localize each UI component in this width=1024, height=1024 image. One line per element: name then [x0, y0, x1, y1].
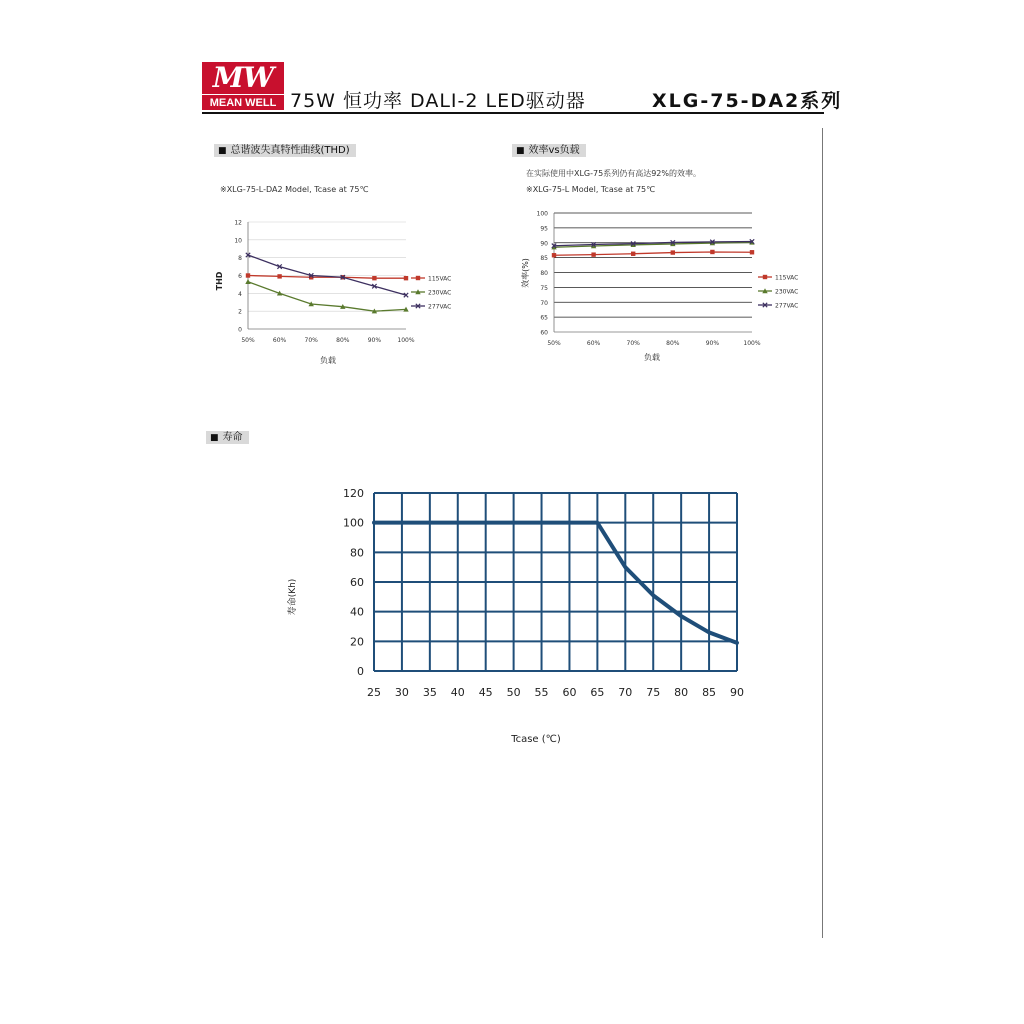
eff-y-tick-label: 60	[540, 329, 548, 337]
life-x-tick-label: 30	[394, 686, 409, 699]
eff-x-tick-label: 90%	[705, 340, 720, 347]
thd-y-tick-label: 4	[238, 290, 242, 298]
eff-legend-label: 115VAC	[775, 274, 799, 282]
eff-y-tick-label: 85	[540, 255, 548, 263]
thd-y-tick-label: 12	[234, 219, 242, 227]
eff-data-point	[591, 252, 595, 256]
life-x-tick-label: 65	[590, 686, 605, 699]
eff-legend-label: 230VAC	[775, 288, 799, 296]
eff-data-point	[552, 253, 556, 257]
eff-x-tick-label: 60%	[586, 340, 601, 347]
thd-note: ※XLG-75-L-DA2 Model, Tcase at 75℃	[220, 185, 369, 194]
thd-x-tick-label: 100%	[397, 337, 415, 344]
life-x-tick-label: 35	[422, 686, 437, 699]
thd-y-tick-label: 8	[238, 255, 242, 263]
square-bullet-icon: ■	[210, 433, 219, 443]
life-x-tick-label: 60	[562, 686, 577, 699]
efficiency-note-2: ※XLG-75-L Model, Tcase at 75℃	[526, 185, 656, 194]
eff-legend-label: 277VAC	[775, 302, 799, 310]
section-lifetime-label: 寿命	[222, 432, 243, 443]
eff-series-line	[554, 252, 752, 255]
life-y-tick-label: 120	[343, 487, 364, 500]
eff-data-point	[631, 252, 635, 256]
thd-legend-label: 230VAC	[428, 289, 452, 297]
life-x-tick-label: 75	[646, 686, 661, 699]
eff-data-point	[710, 250, 714, 254]
thd-y-tick-label: 6	[238, 273, 242, 280]
eff-x-tick-label: 70%	[626, 340, 640, 347]
life-y-tick-label: 60	[350, 576, 364, 589]
lifetime-chart	[280, 480, 760, 750]
eff-y-tick-label: 65	[540, 314, 548, 322]
thd-y-axis-label: THD	[215, 271, 224, 291]
thd-x-tick-label: 50%	[241, 337, 255, 344]
thd-legend-marker	[416, 276, 420, 280]
eff-x-tick-label: 100%	[743, 340, 761, 347]
eff-y-tick-label: 90	[540, 240, 548, 248]
thd-data-point	[246, 273, 250, 277]
section-efficiency	[512, 144, 586, 157]
thd-data-point	[372, 276, 376, 280]
thd-series-line	[248, 282, 406, 311]
page-border-line	[822, 128, 823, 938]
life-x-tick-label: 25	[367, 686, 381, 699]
thd-x-tick-label: 90%	[367, 337, 382, 344]
thd-legend-label: 277VAC	[428, 303, 452, 311]
section-lifetime	[206, 431, 249, 444]
life-y-tick-label: 80	[350, 546, 364, 560]
thd-data-point	[245, 279, 250, 284]
thd-legend-label: 115VAC	[428, 275, 452, 283]
thd-series-line	[248, 255, 406, 295]
lifetime-y-axis-label: 寿命(Kh)	[288, 578, 298, 616]
section-thd-label: 总谐波失真特性曲线(THD)	[230, 145, 350, 156]
thd-y-tick-label: 10	[234, 237, 242, 245]
eff-legend-marker	[763, 275, 767, 279]
eff-y-tick-label: 80	[540, 270, 548, 277]
efficiency-y-axis-label: 效率(%)	[521, 258, 530, 288]
thd-y-tick-label: 2	[238, 308, 242, 316]
life-y-tick-label: 20	[350, 635, 364, 649]
series-title: XLG-75-DA2系列	[652, 90, 843, 112]
life-x-tick-label: 70	[618, 686, 633, 699]
life-x-tick-label: 40	[450, 686, 465, 699]
thd-x-tick-label: 70%	[304, 337, 318, 344]
eff-x-tick-label: 50%	[547, 340, 561, 347]
logo-mark: MW	[212, 61, 274, 94]
life-x-tick-label: 80	[674, 686, 689, 699]
efficiency-x-axis-label: 负载	[644, 353, 660, 362]
life-x-tick-label: 90	[730, 686, 744, 699]
section-thd	[214, 144, 356, 157]
eff-data-point	[750, 250, 754, 254]
thd-data-point	[277, 274, 281, 278]
thd-y-tick-label: 0	[238, 326, 242, 334]
eff-y-tick-label: 70	[540, 299, 548, 307]
thd-x-tick-label: 80%	[336, 337, 350, 344]
eff-y-tick-label: 95	[540, 225, 548, 233]
thd-data-point	[404, 276, 408, 280]
life-x-tick-label: 45	[478, 686, 493, 699]
life-y-tick-label: 0	[357, 665, 364, 678]
page-title: 75W 恒功率 DALI-2 LED驱动器	[290, 90, 586, 112]
life-x-tick-label: 50	[506, 686, 521, 699]
eff-data-point	[671, 250, 675, 254]
eff-x-tick-label: 80%	[666, 340, 680, 347]
section-efficiency-label: 效率vs负载	[528, 145, 580, 156]
logo-text: MEAN WELL	[202, 94, 284, 111]
life-x-tick-label: 85	[702, 686, 717, 699]
thd-chart	[200, 205, 460, 375]
efficiency-note-1: 在实际使用中XLG-75系列仍有高达92%的效率。	[526, 169, 701, 178]
thd-x-axis-label: 负载	[320, 356, 336, 365]
eff-y-tick-label: 100	[536, 210, 548, 218]
life-x-tick-label: 55	[534, 686, 549, 699]
square-bullet-icon: ■	[516, 146, 525, 156]
life-y-tick-label: 40	[350, 605, 364, 619]
lifetime-x-axis-label: Tcase (℃)	[511, 734, 561, 745]
header-rule	[202, 112, 824, 114]
efficiency-chart	[500, 200, 820, 370]
life-y-tick-label: 100	[343, 516, 364, 530]
thd-x-tick-label: 60%	[272, 337, 287, 344]
eff-series-line	[554, 242, 752, 246]
square-bullet-icon: ■	[218, 146, 227, 156]
mean-well-logo	[202, 62, 284, 110]
eff-y-tick-label: 75	[540, 284, 548, 292]
